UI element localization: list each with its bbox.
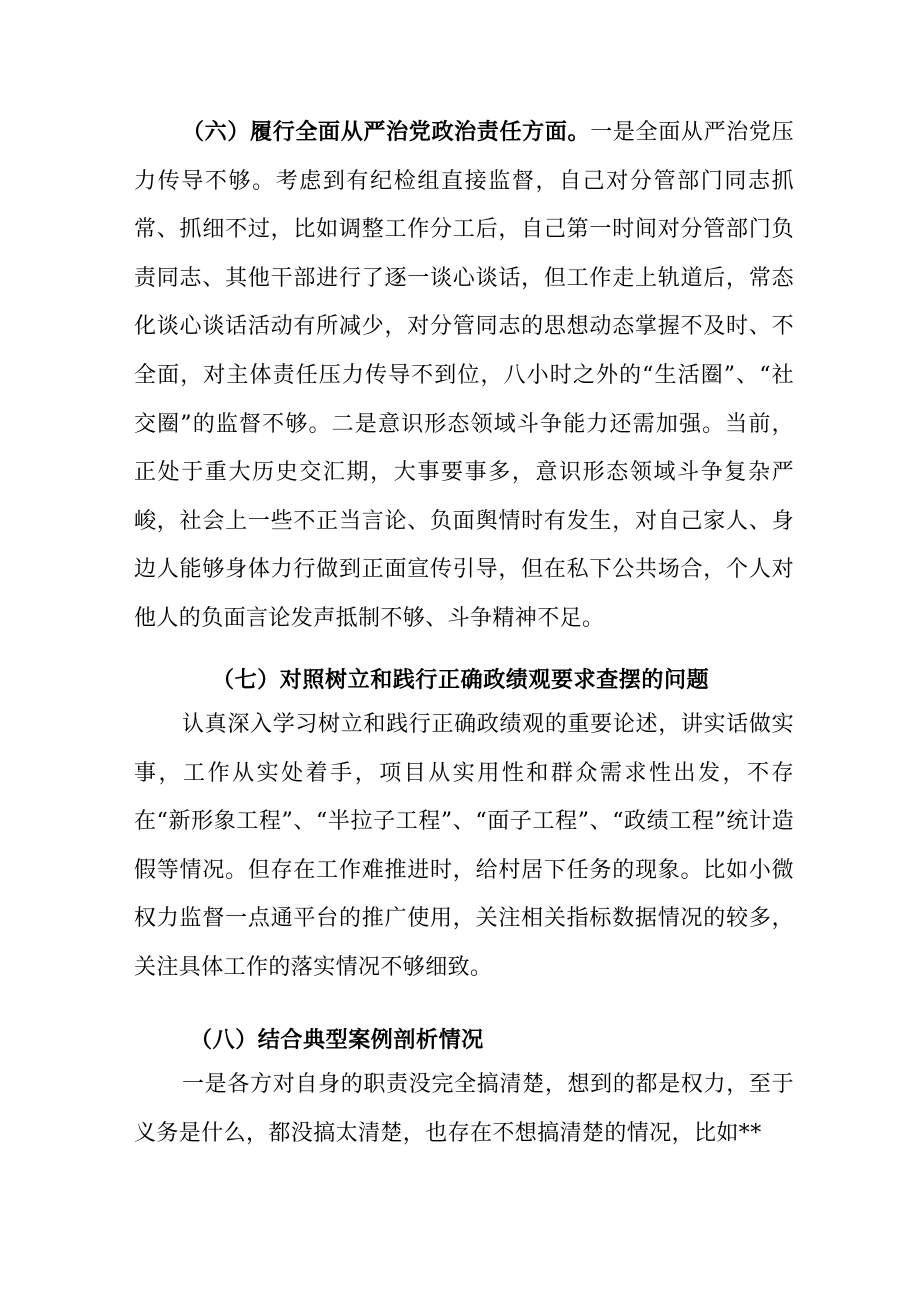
section-6-heading: （六）履行全面从严治党政治责任方面。 [182, 119, 591, 145]
section-8-heading [190, 1016, 484, 1065]
section-6-body: 一是全面从严治党压力传导不够。考虑到有纪检组直接监督，自己对分管部门同志抓常、抓细不过，比如调整工作分工后，自己第一时间对分管部门负责同志、其他干部进行了逐一谈心谈话，但工作走上轨道后，常态化谈心谈话活动有所减少，对分管同志的思想动态掌握不及时、不全面，对主体责任压力传导不到位，八小时之外的“生活圈”、“社交圈”的监督不够。二是意识形态领域斗争能力还需加强。当前，正处于重大历史交汇期，大事要事多，意识形态领域斗争复杂严峻，社会上一些不正当言论、负面舆情时有发生，对自己家人、身边人能够身体力行做到正面宣传引导，但在私下公共场合，个人对他人的负面言论发声抵制不够、斗争精神不足。 [134, 120, 794, 631]
section-6-paragraph [134, 108, 794, 644]
section-8-heading-text: （八）结合典型案例剖析情况 [190, 1027, 484, 1053]
section-8-body: 一是各方对自身的职责没完全搞清楚，想到的都是权力，至于义务是什么，都没搞太清楚，也存在不想搞清楚的情况，比如** [134, 1072, 794, 1146]
section-7-heading: （七）对照树立和践行正确政绩观要求查摆的问题 [212, 667, 710, 693]
section-7-body: 认真深入学习树立和践行正确政绩观的重要论述，讲实话做实事，工作从实处着手，项目从实用性和群众需求性出发，不存在“新形象工程”、“半拉子工程”、“面子工程”、“政绩工程”统计造假等情况。但存在工作难推进时，给村居下任务的现象。比如小微权力监督一点通平台的推广使用，关注相关指标数据情况的较多，关注具体工作的落实情况不够细致。 [134, 712, 794, 980]
